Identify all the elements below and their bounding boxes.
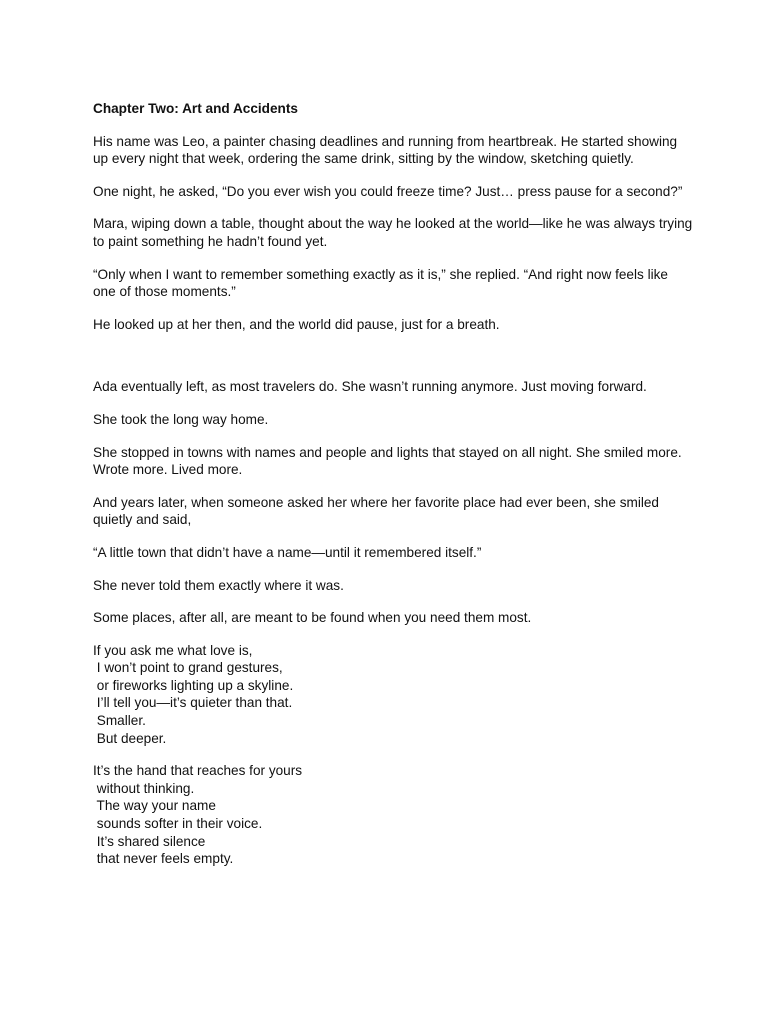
poem-line: But deeper. xyxy=(93,730,167,746)
paragraph: Ada eventually left, as most travelers do. She wasn’t running anymore. Just moving forward. xyxy=(93,379,647,395)
poem-line: sounds softer in their voice. xyxy=(93,816,263,832)
poem-line: The way your name xyxy=(93,798,216,814)
poem-stanza-2 xyxy=(93,762,693,868)
poem-line: Smaller. xyxy=(93,713,146,729)
poem-line: If you ask me what love is, xyxy=(93,642,253,658)
quote-paragraph: “A little town that didn’t have a name—until it remembered itself.” xyxy=(93,544,482,560)
paragraph: She stopped in towns with names and people and lights that stayed on all night. She smiled more. Wrote more. Lived more. xyxy=(93,444,682,478)
paragraph: His name was Leo, a painter chasing deadlines and running from heartbreak. He started showing up every night that week, ordering the same drink, sitting by the window, sketching quietly. xyxy=(93,133,678,167)
paragraph: Mara, wiping down a table, thought about the way he looked at the world—like he was always trying to paint something he hadn’t found yet. xyxy=(93,216,693,249)
paragraph: She never told them exactly where it was. xyxy=(93,577,344,593)
poem-line: I’ll tell you—it’s quieter than that. xyxy=(93,695,293,711)
paragraph: “Only when I want to remember something exactly as it is,” she replied. “And right now feels like one of those moments.” xyxy=(93,266,668,300)
poem-line: that never feels empty. xyxy=(93,851,234,867)
poem-stanza-1 xyxy=(93,642,693,748)
poem-line: or fireworks lighting up a skyline. xyxy=(93,677,294,693)
paragraph: Some places, after all, are meant to be found when you need them most. xyxy=(93,610,532,626)
paragraph: And years later, when someone asked her where her favorite place had ever been, she smiled quietly and said, xyxy=(93,494,659,528)
section-break xyxy=(93,348,693,378)
paragraph: She took the long way home. xyxy=(93,411,269,427)
poem-line: I won’t point to grand gestures, xyxy=(93,660,283,676)
paragraph: He looked up at her then, and the world did pause, just for a breath. xyxy=(93,316,500,332)
chapter-title: Chapter Two: Art and Accidents xyxy=(93,101,298,116)
poem-line: without thinking. xyxy=(93,780,195,796)
document-page xyxy=(93,100,693,883)
paragraph: One night, he asked, “Do you ever wish you could freeze time? Just… press pause for a second?” xyxy=(93,183,683,199)
poem-line: It’s the hand that reaches for yours xyxy=(93,763,303,779)
poem-line: It’s shared silence xyxy=(93,833,206,849)
